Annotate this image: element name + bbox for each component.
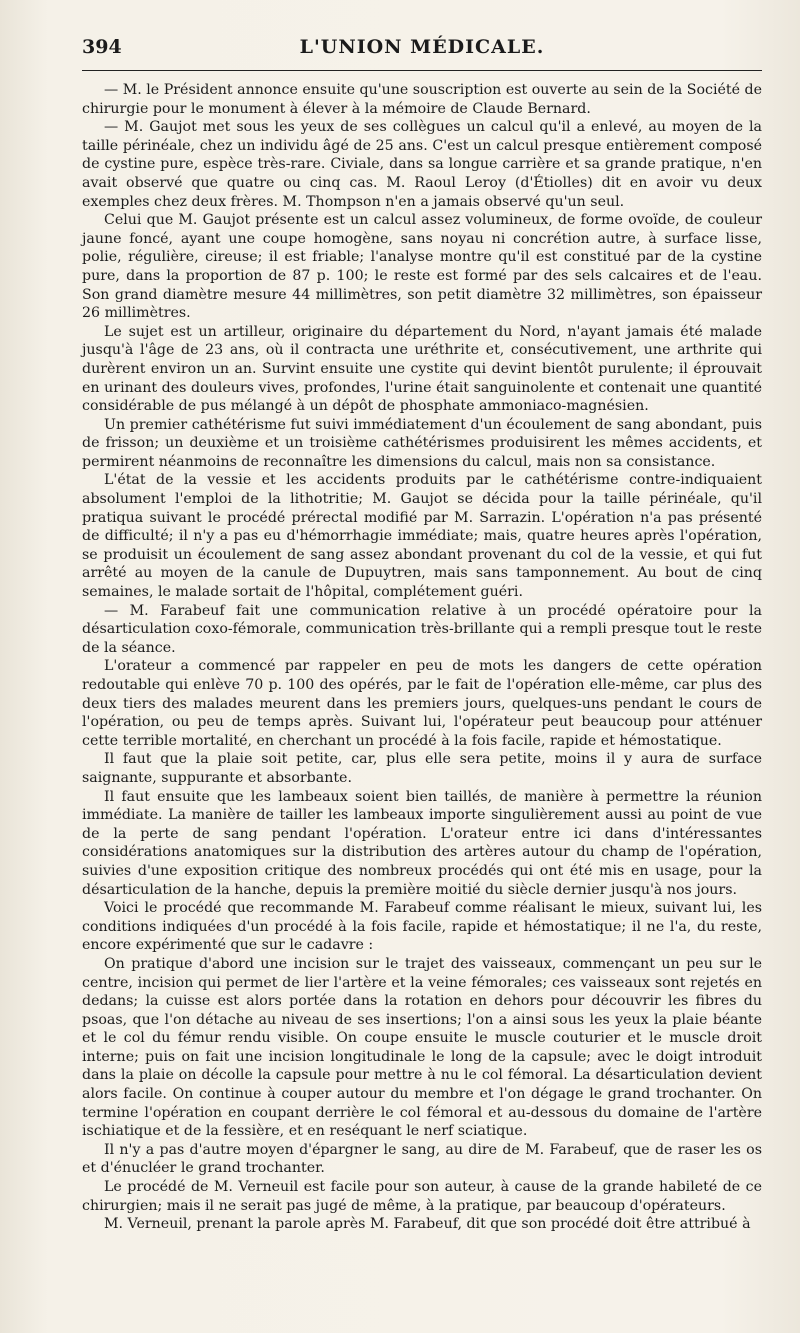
paragraph: Voici le procédé que recommande M. Farabeuf comme réalisant le mieux, suivant lui, les conditions indiquées d'un procédé à la fois facile, rapide et hémostatique; il ne l'a, du reste, encore expérimenté que sur le cadavre : — [82, 900, 762, 954]
paragraph: Il n'y a pas d'autre moyen d'épargner le sang, au dire de M. Farabeuf, que de raser les os et d'énucléer le grand trochanter. — [82, 1141, 762, 1177]
paragraph: Un premier cathétérisme fut suivi immédiatement d'un écoulement de sang abondant, puis de frisson; un deuxième et un troisième cathétérismes produisirent les mêmes accidents, et permirent néanmoins de reconnaître les dimensions du calcul, mais non sa consistance. — [82, 416, 762, 470]
paragraph: M. Verneuil, prenant la parole après M. Farabeuf, dit que son procédé doit être attribué à — [104, 1216, 751, 1233]
paragraph: — M. Farabeuf fait une communication relative à un procédé opératoire pour la désarticulation coxo-fémorale, communication très-brillante qui a rempli presque tout le reste de la séance. — [82, 602, 762, 656]
paragraph: On pratique d'abord une incision sur le trajet des vaisseaux, commençant un peu sur le centre, incision qui permet de lier l'artère et la veine fémorales; ces vaisseaux sont rejetés en dedans; la cuisse est alors portée dans la rotation en dehors pour découvrir les fibres du psoas, que l'on détache au niveau de ses insertions; l'on a ainsi sous les yeux la plaie béante et le col du fémur rendu visible. On coupe ensuite le muscle couturier et le muscle droit interne; puis on fait une incision longitudinale le long de la capsule; avec le doigt introduit dans la plaie on décolle la capsule pour mettre à nu le col fémoral. La désarticulation devient alors facile. On continue à couper autour du membre et l'on dégage le grand trochanter. On termine l'opération en coupant derrière le col fémoral et au-dessous du domaine de l'artère ischiatique et de la fessière, et en reséquant le nerf sciatique. — [82, 955, 762, 1140]
page-number: 394 — [82, 36, 122, 58]
paragraph: Celui que M. Gaujot présente est un calcul assez volumineux, de forme ovoïde, de couleur jaune foncé, ayant une coupe homogène, sans noyau ni concrétion autre, à surface lisse, polie, régulière, cireuse; il est friable; l'analyse montre qu'il est constitué par de la cystine pure, dans la proportion de 87 p. 100; le reste est formé par des sels calcaires et de l'eau. Son grand diamètre mesure 44 millimètres, son petit diamètre 32 millimètres, son épaisseur 26 millimètres. — [82, 212, 762, 322]
paragraph: Le sujet est un artilleur, originaire du département du Nord, n'ayant jamais été malade jusqu'à l'âge de 23 ans, où il contracta une uréthrite et, consécutivement, une arthrite qui durèrent environ un an. Survint ensuite une cystite qui devint bientôt purulente; il éprouvait en urinant des douleurs vives, profondes, l'urine était sanguinolente et contenait une quantité considérable de pus mélangé à un dépôt de phosphate ammoniaco-magnésien. — [82, 323, 762, 415]
paragraph: L'état de la vessie et les accidents produits par le cathétérisme contre-indiquaient absolument l'emploi de la lithotritie; M. Gaujot se décida pour la taille périnéale, qu'il pratiqua suivant le procédé prérectal modifié par M. Sarrazin. L'opération n'a pas présenté de difficulté; il n'y a pas eu d'hémorrhagie immédiate; mais, quatre heures après l'opération, se produisit un écoulement de sang assez abondant provenant du col de la vessie, et qui fut arrêté au moyen de la canule de Dupuytren, mais sans tamponnement. Au bout de cinq semaines, le malade sortait de l'hôpital, complétement guéri. — [82, 472, 762, 601]
running-title: L'UNION MÉDICALE. — [299, 36, 545, 58]
paragraph: Il faut que la plaie soit petite, car, plus elle sera petite, moins il y aura de surface saignante, suppurante et absorbante. — [82, 751, 762, 786]
article-body — [82, 81, 762, 1234]
paragraph: Il faut ensuite que les lambeaux soient bien taillés, de manière à permettre la réunion immédiate. La manière de tailler les lambeaux importe singulièrement aussi au point de vue de la perte de sang pendant l'opération. L'orateur entre ici dans d'intéressantes considérations anatomiques sur la distribution des artères autour du champ de l'opération, suivies d'une exposition critique des nombreux procédés qui ont été mis en usage, pour la désarticulation de la hanche, depuis la première moitié du siècle dernier jusqu'à nos jours. — [82, 788, 762, 898]
paragraph: Le procédé de M. Verneuil est facile pour son auteur, à cause de la grande habileté de ce chirurgien; mais il ne serait pas jugé de même, à la pratique, par beaucoup d'opérateurs. — [82, 1179, 762, 1214]
paragraph: — M. le Président annonce ensuite qu'une souscription est ouverte au sein de la Société de chirurgie pour le monument à élever à la mémoire de Claude Bernard. — [82, 82, 762, 117]
page-header — [82, 36, 762, 71]
paragraph: L'orateur a commencé par rappeler en peu de mots les dangers de cette opération redoutable qui enlève 70 p. 100 des opérés, par le fait de l'opération elle-même, car plus des deux tiers des malades meurent dans les premiers jours, quelques-uns pendant le cours de l'opération, ou peu de temps après. Suivant lui, l'opérateur peut beaucoup pour atténuer cette terrible mortalité, en cherchant un procédé à la fois facile, rapide et hémostatique. — [82, 658, 762, 749]
paragraph: — M. Gaujot met sous les yeux de ses collègues un calcul qu'il a enlevé, au moyen de la taille périnéale, chez un individu âgé de 25 ans. C'est un calcul presque entièrement composé de cystine pure, espèce très-rare. Civiale, dans sa longue carrière et sa grande pratique, n'en avait observé que quatre ou cinq cas. M. Raoul Leroy (d'Étiolles) dit en avoir vu deux exemples chez deux frères. M. Thompson n'en a jamais observé qu'un seul. — [82, 119, 762, 210]
